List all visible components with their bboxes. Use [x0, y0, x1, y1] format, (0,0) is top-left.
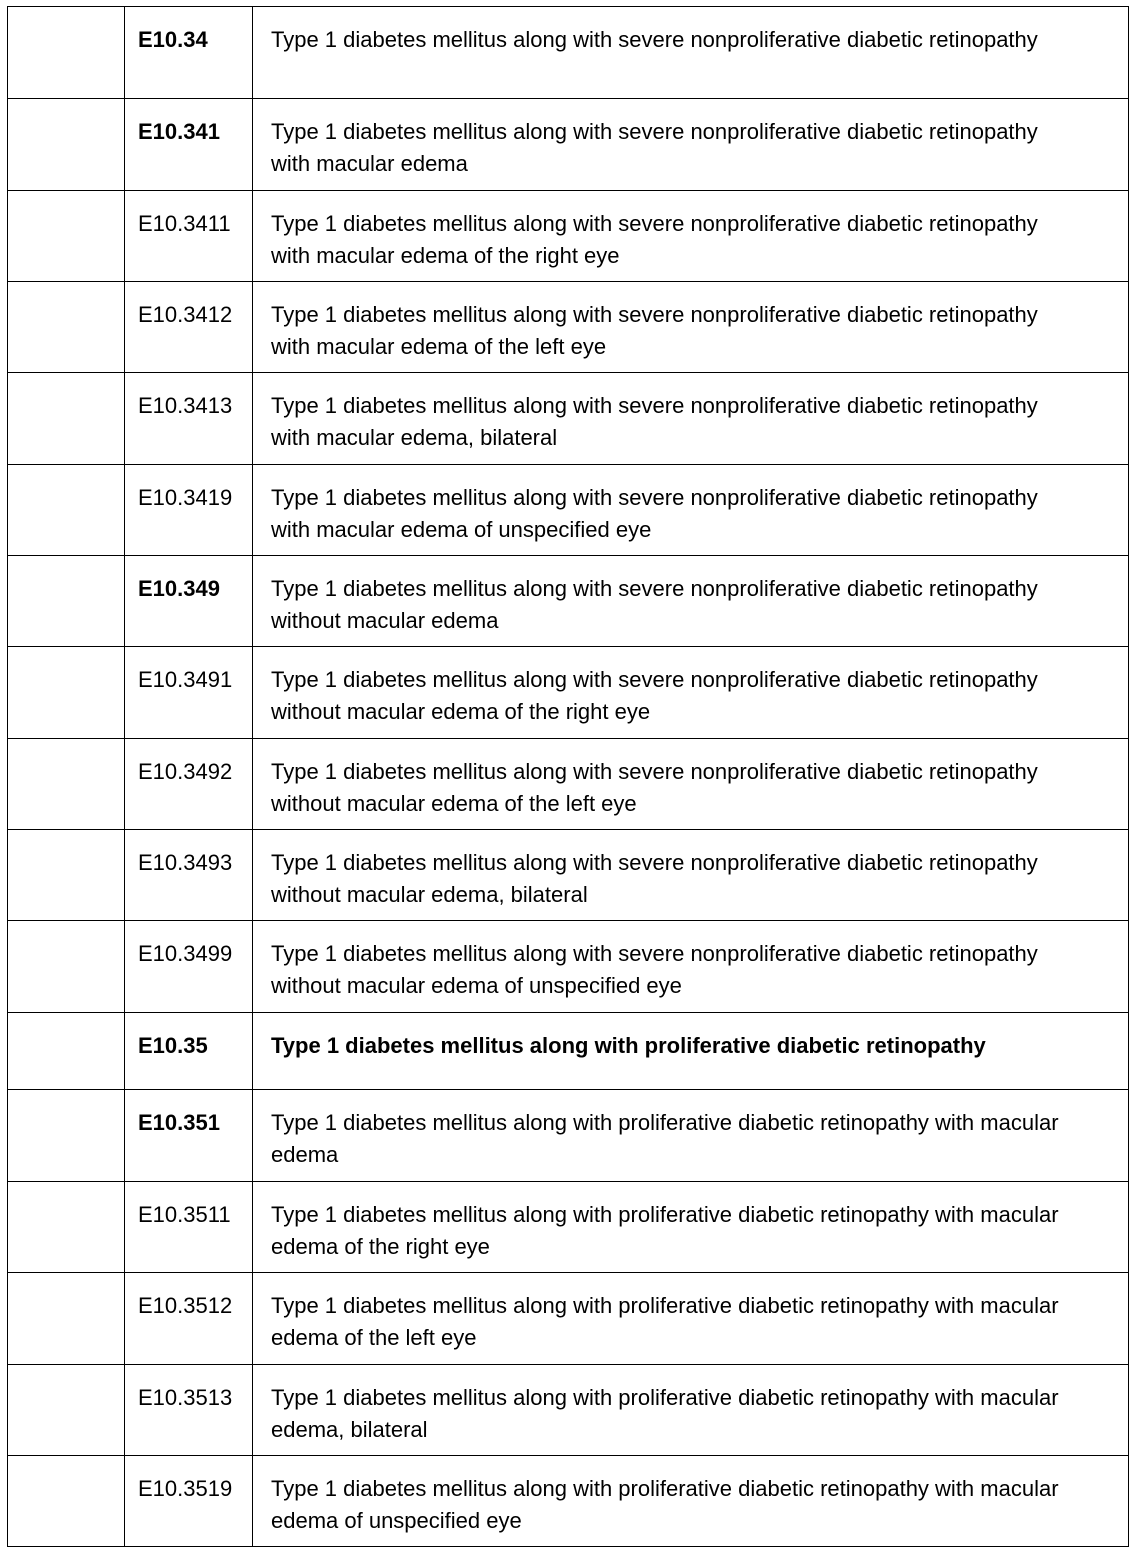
description-cell: Type 1 diabetes mellitus along with severe nonproliferative diabetic retinopathy without macular edema: [253, 556, 1129, 647]
table-body: [8, 7, 1129, 1547]
blank-cell: [8, 1273, 125, 1365]
table-row: [8, 1365, 1129, 1456]
table-row: [8, 739, 1129, 830]
description-cell: Type 1 diabetes mellitus along with proliferative diabetic retinopathy with macular edema, bilateral: [253, 1365, 1129, 1456]
blank-cell: [8, 830, 125, 921]
blank-cell: [8, 99, 125, 191]
description-cell: Type 1 diabetes mellitus along with proliferative diabetic retinopathy with macular edema of the left eye: [253, 1273, 1129, 1365]
code-cell: E10.351: [125, 1090, 253, 1182]
description-cell: Type 1 diabetes mellitus along with proliferative diabetic retinopathy with macular edema: [253, 1090, 1129, 1182]
blank-cell: [8, 1182, 125, 1273]
code-cell: E10.3512: [125, 1273, 253, 1365]
description-cell: Type 1 diabetes mellitus along with proliferative diabetic retinopathy with macular edema of the right eye: [253, 1182, 1129, 1273]
blank-cell: [8, 1013, 125, 1090]
description-cell: Type 1 diabetes mellitus along with severe nonproliferative diabetic retinopathy without macular edema of the right eye: [253, 647, 1129, 739]
blank-cell: [8, 191, 125, 282]
description-cell: Type 1 diabetes mellitus along with severe nonproliferative diabetic retinopathy with macular edema of the right eye: [253, 191, 1129, 282]
table-row: [8, 1013, 1129, 1090]
code-cell: E10.341: [125, 99, 253, 191]
table-row: [8, 1273, 1129, 1365]
blank-cell: [8, 373, 125, 465]
table-row: [8, 465, 1129, 556]
blank-cell: [8, 1456, 125, 1547]
table-row: [8, 556, 1129, 647]
blank-cell: [8, 739, 125, 830]
table-row: [8, 921, 1129, 1013]
description-cell: Type 1 diabetes mellitus along with severe nonproliferative diabetic retinopathy without macular edema of the left eye: [253, 739, 1129, 830]
table-row: [8, 282, 1129, 373]
icd-code-table: [7, 6, 1129, 1547]
description-cell: Type 1 diabetes mellitus along with severe nonproliferative diabetic retinopathy with macular edema of unspecified eye: [253, 465, 1129, 556]
code-cell: E10.3519: [125, 1456, 253, 1547]
code-cell: E10.3492: [125, 739, 253, 830]
code-cell: E10.3411: [125, 191, 253, 282]
code-cell: E10.3499: [125, 921, 253, 1013]
description-cell: Type 1 diabetes mellitus along with severe nonproliferative diabetic retinopathy with macular edema: [253, 99, 1129, 191]
description-cell: Type 1 diabetes mellitus along with severe nonproliferative diabetic retinopathy with macular edema, bilateral: [253, 373, 1129, 465]
table-row: [8, 7, 1129, 99]
description-cell: Type 1 diabetes mellitus along with severe nonproliferative diabetic retinopathy with macular edema of the left eye: [253, 282, 1129, 373]
blank-cell: [8, 647, 125, 739]
blank-cell: [8, 921, 125, 1013]
blank-cell: [8, 7, 125, 99]
table-row: [8, 1456, 1129, 1547]
table-row: [8, 373, 1129, 465]
blank-cell: [8, 1090, 125, 1182]
table-row: [8, 1090, 1129, 1182]
table-row: [8, 1182, 1129, 1273]
blank-cell: [8, 556, 125, 647]
code-cell: E10.349: [125, 556, 253, 647]
description-cell: Type 1 diabetes mellitus along with severe nonproliferative diabetic retinopathy without macular edema of unspecified eye: [253, 921, 1129, 1013]
code-cell: E10.3491: [125, 647, 253, 739]
description-cell: Type 1 diabetes mellitus along with severe nonproliferative diabetic retinopathy without macular edema, bilateral: [253, 830, 1129, 921]
code-cell: E10.35: [125, 1013, 253, 1090]
description-cell: Type 1 diabetes mellitus along with severe nonproliferative diabetic retinopathy: [253, 7, 1129, 99]
table-row: [8, 830, 1129, 921]
blank-cell: [8, 282, 125, 373]
code-cell: E10.3513: [125, 1365, 253, 1456]
code-cell: E10.3493: [125, 830, 253, 921]
code-cell: E10.3419: [125, 465, 253, 556]
code-cell: E10.3413: [125, 373, 253, 465]
blank-cell: [8, 1365, 125, 1456]
table-row: [8, 191, 1129, 282]
description-cell: Type 1 diabetes mellitus along with proliferative diabetic retinopathy: [253, 1013, 1129, 1090]
blank-cell: [8, 465, 125, 556]
table-row: [8, 99, 1129, 191]
table-row: [8, 647, 1129, 739]
description-cell: Type 1 diabetes mellitus along with proliferative diabetic retinopathy with macular edema of unspecified eye: [253, 1456, 1129, 1547]
code-cell: E10.3511: [125, 1182, 253, 1273]
code-cell: E10.3412: [125, 282, 253, 373]
code-cell: E10.34: [125, 7, 253, 99]
